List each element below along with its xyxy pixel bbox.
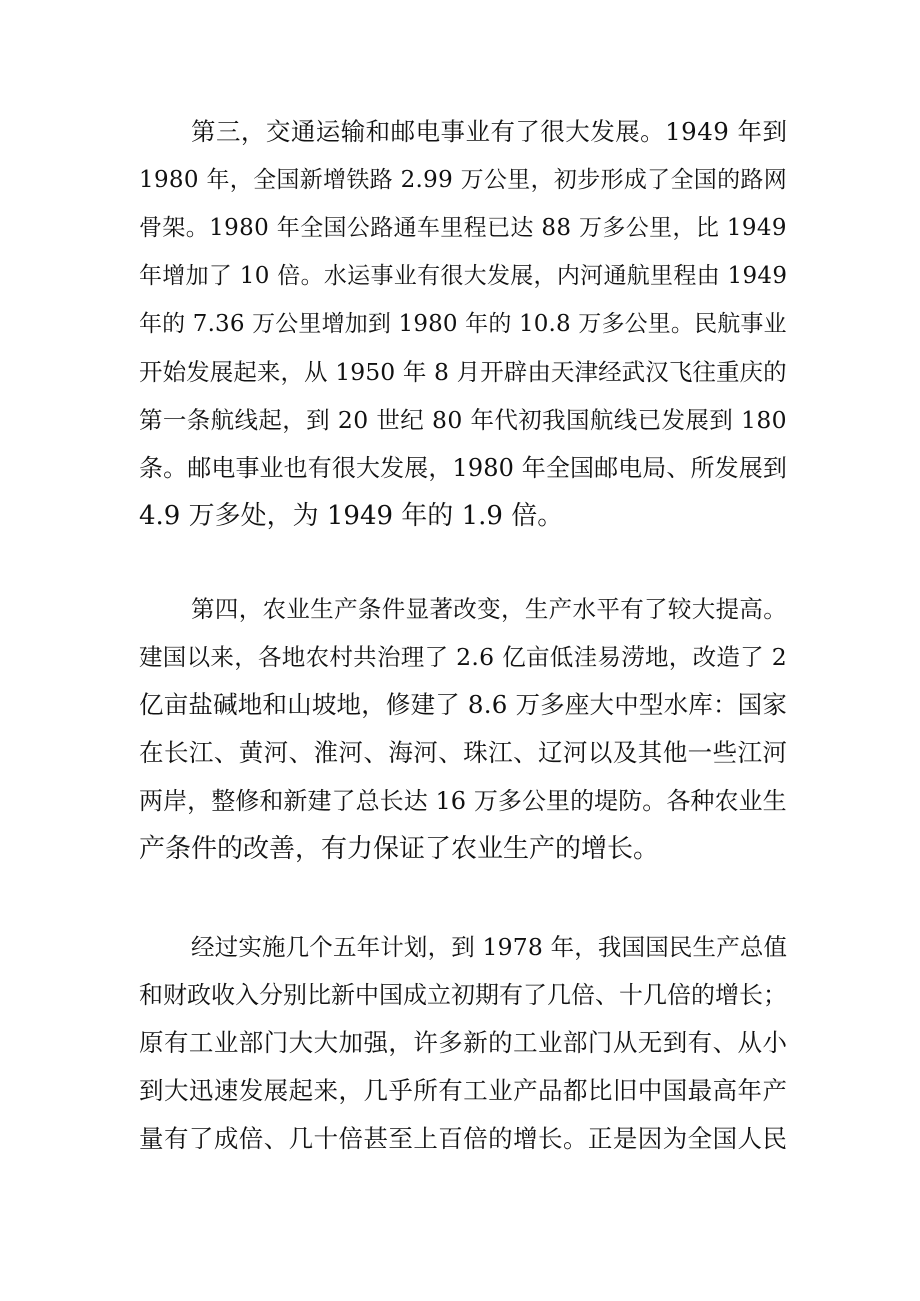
- text-line: 第 四 ， 农 业 生 产 条 件 显 著 改 变 ， 生 产 水 平 有 了 较 大 提 高 。: [191, 595, 787, 623]
- text-line: 4.9 万多处，为 1949 年的 1.9 倍。: [139, 501, 564, 531]
- paragraph-five-year-plans: [139, 923, 787, 1163]
- text-line: 条 。 邮 电 事 业 也 有 很 大 发 展 ， 1 9 8 0 年 全 国 邮 电 局 、 所 发 展 到: [139, 454, 787, 482]
- text-line: 开 始 发 展 起 来 ， 从 1 9 5 0 年 8 月 开 辟 由 天 津 经 武 汉 飞 往 重 庆 的: [139, 358, 787, 386]
- text-line: 到 大 迅 速 发 展 起 来 ， 几 乎 所 有 工 业 产 品 都 比 旧 中 国 最 高 年 产: [139, 1076, 787, 1105]
- text-line: 第 一 条 航 线 起 ， 到 2 0 世 纪 8 0 年 代 初 我 国 航 线 已 发 展 到 1 8 0: [139, 406, 787, 434]
- text-line: 经 过 实 施 几 个 五 年 计 划 ， 到 1 9 7 8 年 ， 我 国 国 民 生 产 总 值: [191, 933, 787, 961]
- text-line: 和 财 政 收 入 分 别 比 新 中 国 成 立 初 期 有 了 几 倍 、 十 几 倍 的 增 长 ；: [139, 981, 787, 1009]
- text-line: 两 岸 ， 整 修 和 新 建 了 总 长 达 1 6 万 多 公 里 的 堤 防 。 各 种 农 业 生: [139, 787, 787, 815]
- text-line: 亿 亩 盐 碱 地 和 山 坡 地 ， 修 建 了 8 . 6 万 多 座 大 中 型 水 库 ： 国 家: [139, 690, 787, 719]
- text-line: 量 有 了 成 倍 、 几 十 倍 甚 至 上 百 倍 的 增 长 。 正 是 因 为 全 国 人 民: [139, 1124, 787, 1153]
- text-line: 产条件的改善，有力保证了农业生产的增长。: [139, 834, 660, 864]
- text-line: 建 国 以 来 ， 各 地 农 村 共 治 理 了 2 . 6 亿 亩 低 洼 易 涝 地 ， 改 造 了 2: [139, 643, 787, 671]
- paragraph-transport-postal: [139, 108, 787, 540]
- text-line: 在 长 江 、 黄 河 、 淮 河 、 海 河 、 珠 江 、 辽 河 以 及 其 他 一 些 江 河: [139, 738, 787, 767]
- text-line: 骨 架 。 1 9 8 0 年 全 国 公 路 通 车 里 程 已 达 8 8 万 多 公 里 ， 比 1 9 4 9: [139, 215, 787, 241]
- paragraph-agriculture: [139, 585, 787, 873]
- text-line: 原 有 工 业 部 门 大 大 加 强 ， 许 多 新 的 工 业 部 门 从 无 到 有 、 从 小: [139, 1028, 787, 1057]
- text-line: 年 的 7 . 3 6 万 公 里 增 加 到 1 9 8 0 年 的 1 0 . 8 万 多 公 里 。 民 航 事 业: [139, 311, 787, 337]
- text-line: 1 9 8 0 年 ， 全 国 新 增 铁 路 2 . 9 9 万 公 里 ， 初 步 形 成 了 全 国 的 路 网: [139, 167, 787, 193]
- text-line: 第 三 ， 交 通 运 输 和 邮 电 事 业 有 了 很 大 发 展 。 1 9 4 9 年 到: [191, 117, 787, 146]
- text-line: 年 增 加 了 1 0 倍 。 水 运 事 业 有 很 大 发 展 ， 内 河 通 航 里 程 由 1 9 4 9: [139, 263, 787, 289]
